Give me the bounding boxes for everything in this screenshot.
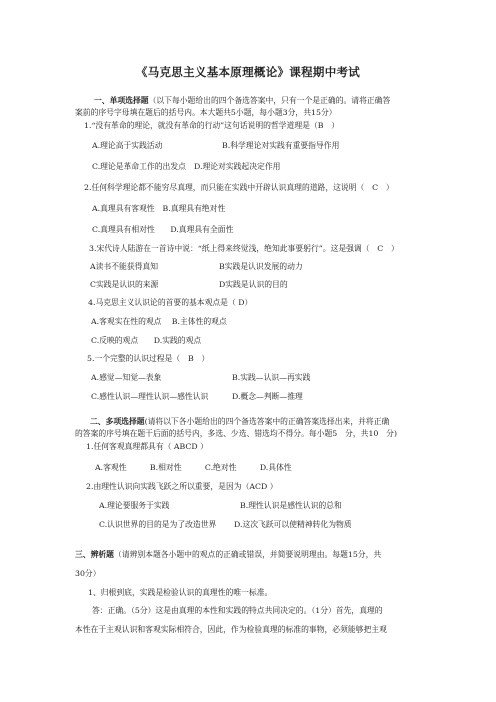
question-stem: 2.任何科学理论都不能穷尽真理，而只能在实践中开辟认识真理的道路，这说明（ C ） xyxy=(84,183,394,192)
options-row: A.客观性 B.相对性 C.绝对性 D.具体性 xyxy=(95,463,292,472)
option-d: D.理论对实践起决定作用 xyxy=(194,162,281,171)
section3-heading-line xyxy=(75,550,381,560)
option-d: D.概念—判断—推理 xyxy=(232,392,303,401)
option-a: A.理论高于实践活动 xyxy=(92,141,163,150)
question-stem: 1.“没有革命的理论，就没有革命的行动”这句话说明的哲学道理是（B ） xyxy=(84,121,340,130)
option-d: D实践是认识的目的 xyxy=(219,280,288,289)
section2-instructions-2: 的答案的序号填在题干后面的括号内，多选、少选、错选均不得分。每小题5 分，共10 分) xyxy=(75,429,397,438)
option-b: B实践是认识发展的动力 xyxy=(219,262,303,271)
option-b: B.理性认识是感性认识的总和 xyxy=(240,501,342,510)
section1-heading: 一、单项选择题 xyxy=(94,96,149,105)
option-a: A.感觉—知觉—表象 xyxy=(91,373,162,382)
option-b: B.实践—认识—再实践 xyxy=(232,373,311,382)
answer-line-2: 本性在于主观认识和客观实际相符合，因此，作为检验真理的标准的事物，必须能够把主观 xyxy=(75,625,387,634)
section3-instructions-2: 30分） xyxy=(75,569,101,578)
question-stem: 3.宋代诗人陆游在一首诗中说：“纸上得来终觉浅，绝知此事要躬行”。这是强调（ C ） xyxy=(89,244,399,253)
question-stem: 2.由理性认识向实践飞跃之所以重要，是因为（ACD ） xyxy=(86,482,278,491)
section1-heading-line xyxy=(94,96,390,106)
option-a: A.理论要服务于实践 xyxy=(99,501,170,510)
section3-instructions-1: （请辨别本题各小题中的观点的正确或错误，并简要说明理由。每题15分，共 xyxy=(113,550,382,559)
section2-heading: 二、多项选择题 xyxy=(90,417,145,426)
section1-instructions-2: 案前的序号字母填在题后的括号内。本大题共5小题，每小题3分，共15分） xyxy=(75,108,337,117)
option-c: C.理论是革命工作的出发点 xyxy=(92,162,186,171)
question-stem: 5.一个完整的认识过程是（ B ） xyxy=(87,354,210,363)
section2-instructions-1: (请将以下各小题给出的四个备选答案中的正确答案选择出来，并将正确 xyxy=(144,417,390,426)
question-stem: 1.任何客观真理都具有（ ABCD ） xyxy=(86,442,208,451)
section2-heading-line xyxy=(90,417,389,427)
question-stem: 4.马克思主义认识论的首要的基本观点是（ D） xyxy=(88,298,253,307)
option-c: C实践是认识的来源 xyxy=(90,280,159,289)
option-a: A读书不能获得真知 xyxy=(90,262,159,271)
options-ab: A.客观实在性的观点 B.主体性的观点 xyxy=(91,317,227,326)
option-b: B.科学理论对实践有重要指导作用 xyxy=(222,141,340,150)
page-title: 《马克思主义基本原理概论》课程期中考试 xyxy=(135,65,361,79)
option-d: D.这次飞跃可以使精神转化为物质 xyxy=(234,520,352,529)
question-stem: 1、归根到底，实践是检验认识的真理性的唯一标准。 xyxy=(88,588,273,597)
section1-instructions-1: （以下每小题给出的四个备选答案中，只有一个是正确的。请将正确答 xyxy=(148,96,391,105)
option-c: C.感性认识—理性认识—感性认识 xyxy=(91,392,209,401)
section3-heading: 三、辨析题 xyxy=(75,550,114,559)
answer-line-1: 答：正确。（5分）这是由真理的本性和实践的特点共同决定的。（1分）首先，真理的 xyxy=(92,606,383,615)
options-ab: A.真理具有客观性 B.真理具有绝对性 xyxy=(92,204,226,213)
options-cd: C.反映的观点 D.实践的观点 xyxy=(91,336,202,345)
option-c: C.认识世界的目的是为了改造世界 xyxy=(99,520,217,529)
options-cd: C.真理具有相对性 D.真理具有全面性 xyxy=(92,225,234,234)
